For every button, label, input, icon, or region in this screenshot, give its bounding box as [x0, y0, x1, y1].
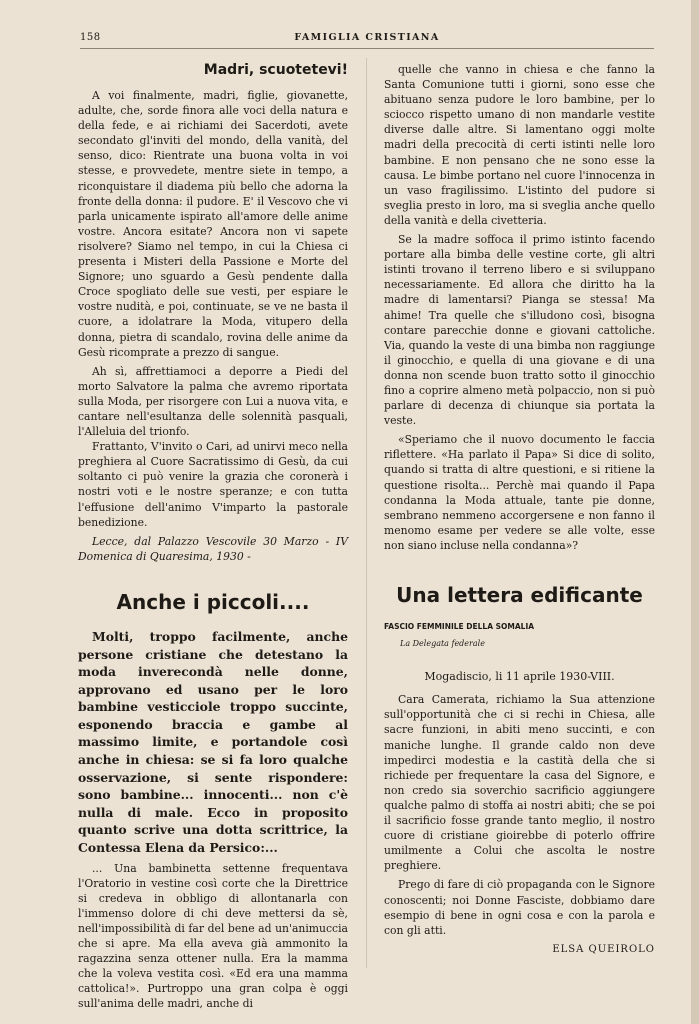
lead-paragraph-block: [78, 628, 348, 857]
page-edge: [691, 0, 699, 1024]
paragraph: A voi finalmente, madri, figlie, giovanette, adulte, che, sorde finora alle voci della natura e della fede, e ai richiami dei Sacerdoti, avete secondato gl'inviti del mondo, della vanità, del senso, dico: Rientrate una buona volta in voi stesse, e provvedete, mentre siete in tempo, a riconquistare il diadema più bello che adorna la fronte della donna: il pudore. E' il Vescovo che vi parla unicamente ispirato all'amore delle anime vostre. Ancora esitate? Ancora non vi sapete risolvere? Siamo nel tempo, in cui la Chiesa ci presenta i Misteri della Passione e Morte del Signore; uno sguardo a Gesù pendente dalla Croce spogliato delle sue vesti, per espiare le vostre nudità, e poi, continuate, se ve ne basta il cuore, a idolatrare la Moda, vitupero della donna, pietra di scandalo, rovina delle anime da Gesù ricomprate a prezzo di sangue.: [78, 89, 348, 359]
paragraph: Cara Camerata, richiamo la Sua attenzione sull'opportunità che ci si rechi in Chiesa, alle sacre funzioni, in abiti meno succinti, e con maniche lunghe. Il grande caldo non deve impedirci modestia e la castità della che si richiede per frequentare la casa del Signore, e non credo sia soverchio sacrificio aggiungere qualche palmo di stoffa ai nostri abiti; che se poi il sacrificio fosse grande tanto meglio, il nostro cuore di cristiane gioirebbe di poterlo offrire umilmente a Colui che ascolta le nostre preghiere.: [384, 693, 655, 873]
paragraph: ... Una bambinetta settenne frequentava l'Oratorio in vestine così corte che la Direttrice si credeva in obbligo di allontanarla con l'immenso dolore di chi deve mettersi da sè, nell'impossibilità di far del bene ad un'animuccia che si apre. Ma ella aveva già ammonito la ragazzina senza ottener nulla. Era la mamma che la voleva vestita così. «Ed era una mamma cattolica!». Purtroppo una gran colpa è oggi sull'anima delle madri, anche di: [78, 861, 348, 1011]
left-column: [78, 62, 348, 1012]
paragraph: Ah sì, affrettiamoci a deporre a Piedi del morto Salvatore la palma che avremo riportata sulla Moda, per risorgere con Lui a nuova vita, e cantare nell'esultanza delle solennità pasquali, l'Alleluia del trionfo.: [78, 364, 348, 439]
article-title-madri: Madri, scuotetevi!: [203, 62, 348, 78]
paragraph: «Speriamo che il nuovo documento le faccia riflettere. «Ha parlato il Papa» Si dice di solito, quando si tratta di altre questioni, e si ritiene la questione risolta... Perchè mai quando il Papa condanna la Moda attuale, tante pie donne, sembrano nemmeno accorgersene e non fanno il menomo esame per vedere se alle volte, esse non siano incluse nella condanna»?: [384, 433, 655, 552]
page-number: 158: [80, 32, 101, 43]
paragraph: Prego di fare di ciò propaganda con le Signore conoscenti; noi Donne Fasciste, dobbiamo dare esempio di bene in ogni cosa e con la parola e con gli atti.: [384, 878, 655, 937]
organization-subtitle: La Delegata federale: [400, 639, 485, 649]
paragraph: Frattanto, V'invito o Cari, ad unirvi meco nella preghiera al Cuore Sacratissimo di Gesù, da cui soltanto ci può venire la grazia che coronerà i nostri voti e le nostre speranze; e con tutta l'effusione dell'animo V'imparto la pastorale benedizione.: [78, 440, 348, 529]
article-title-lettera: Una lettera edificante: [396, 583, 643, 607]
right-column: [384, 62, 655, 957]
place-date: Mogadiscio, li 11 aprile 1930-VIII.: [424, 670, 615, 684]
article-title-piccoli: Anche i piccoli....: [116, 589, 310, 614]
lead-paragraph: Molti, troppo facilmente, anche persone cristiane che detestano la moda inverecondà nelle donne, approvano ed usano per le loro bambine vesticciole troppo succinte, esponendo braccia e gambe al massimo limite, e portandole così anche in chiesa: se si fa loro qualche osservazione, si sente rispondere: sono bambine... innocenti... non c'è nulla di male. Ecco in proposito quanto scrive una dotta scrittrice, la Contessa Elena da Persico:...: [78, 628, 348, 856]
paragraph: quelle che vanno in chiesa e che fanno la Santa Comunione tutti i giorni, sono esse che abituano senza pudore le loro bambine, per lo sciocco rispetto umano di non mandarle vestite diverse dalle altre. Si lamentano oggi molte madri della precocità di certi istinti nelle loro bambine. E non pensano che ne sono esse la causa. Le bimbe portano nel cuore l'innocenza in un vaso fragilissimo. L'istinto del pudore si sveglia presto in loro, ma si sveglia anche quello della vanità e della civetteria.: [384, 63, 655, 227]
dateline: Lecce, dal Palazzo Vescovile 30 Marzo - IV Domenica di Quaresima, 1930 -: [78, 534, 348, 563]
page-header: [80, 32, 654, 49]
signature: ELSA QUEIROLO: [552, 943, 655, 955]
running-title: FAMIGLIA CRISTIANA: [294, 32, 440, 43]
paragraph: Se la madre soffoca il primo istinto facendo portare alla bimba delle vestine corte, gli altri istinti trovano il terreno libero e si sviluppano necessariamente. Ed allora che diritto ha la madre di lamentarsi? Pianga se stessa! Ma ahime! Tra quelle che s'illudono così, bisogna contare parecchie donne e giovani cattoliche. Via, quando la veste di una bimba non raggiunge il ginocchio, e quella di una giovane e di una donna non scende buon tratto sotto il ginocchio fino a coprire almeno metà polpaccio, non si può parlare di decenza di chiunque sia portata la veste.: [384, 233, 655, 428]
column-divider: [366, 58, 367, 968]
organization-line: FASCIO FEMMINILE DELLA SOMALIA: [384, 622, 535, 631]
